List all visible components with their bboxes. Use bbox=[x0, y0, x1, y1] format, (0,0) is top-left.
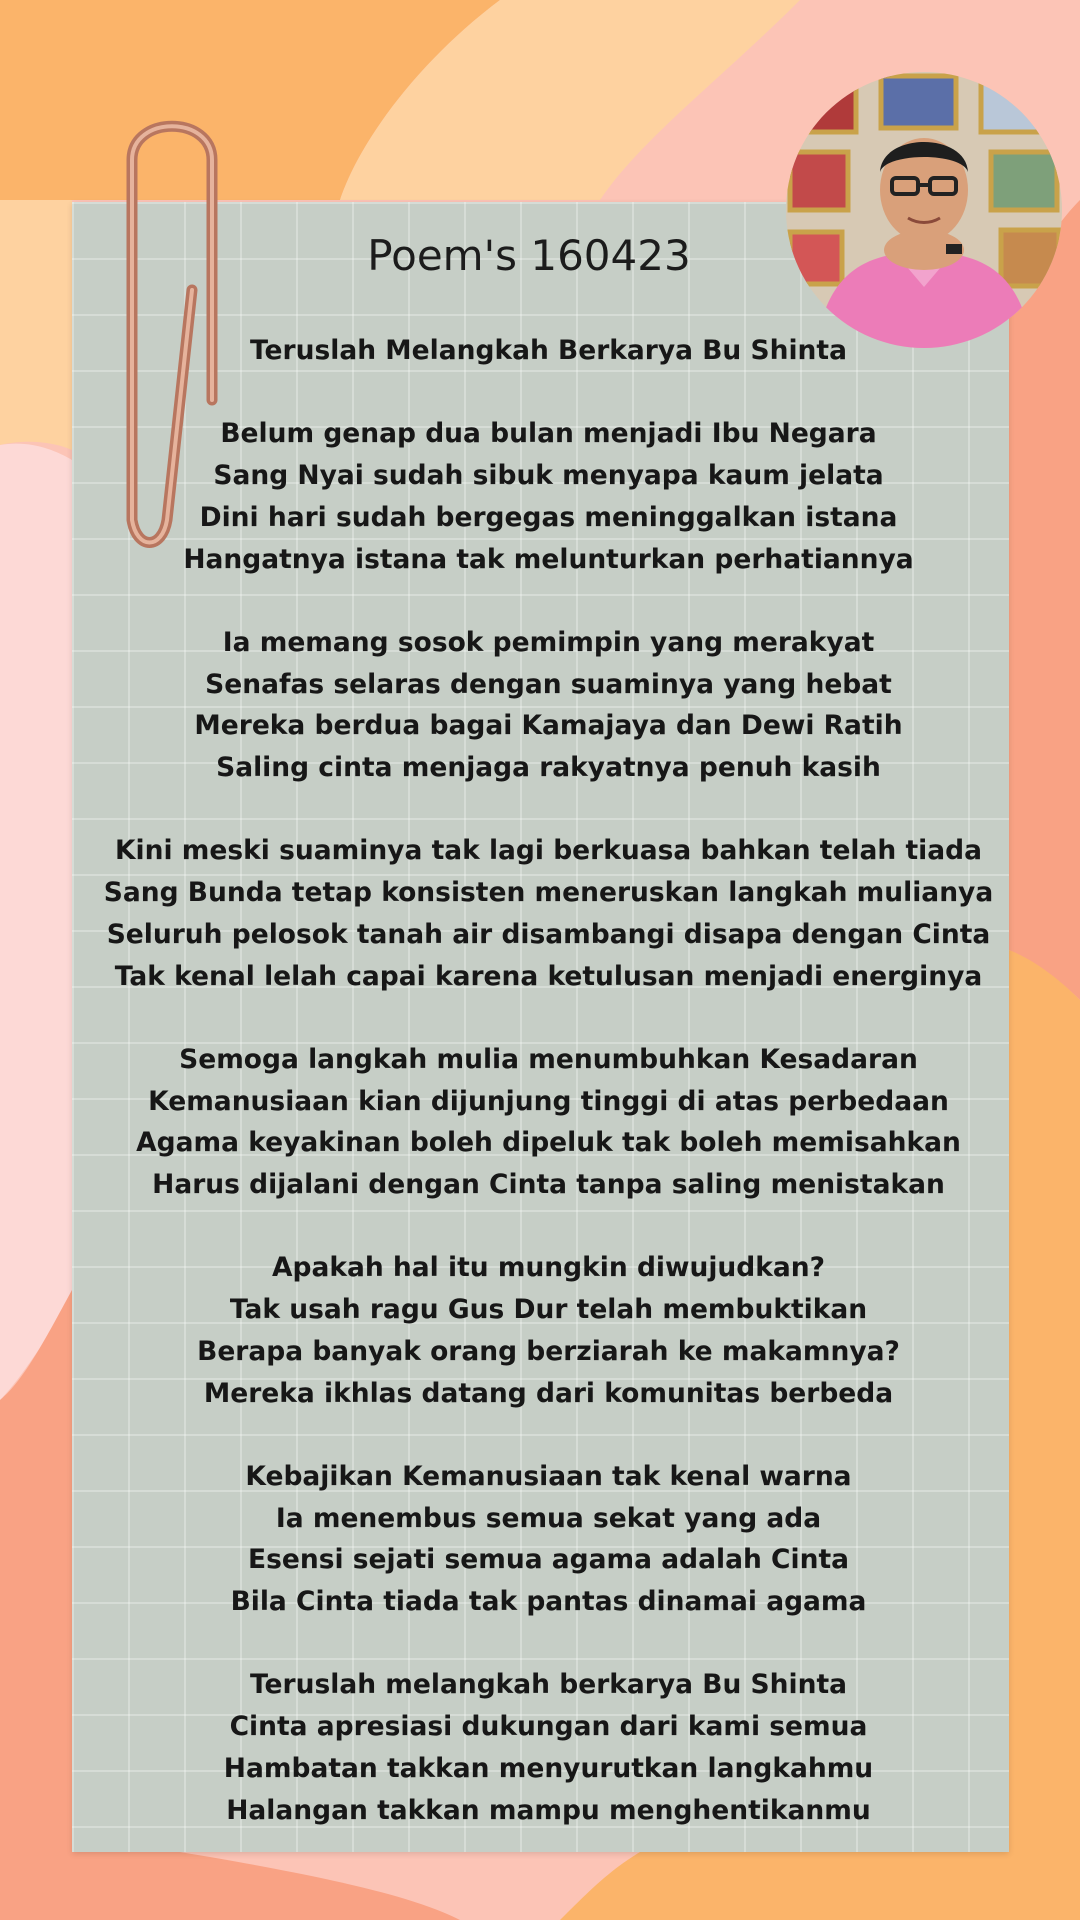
poem-line: Harus dijalani dengan Cinta tanpa saling menistakan bbox=[152, 1169, 945, 1200]
stanza-gap bbox=[72, 1623, 1025, 1665]
poem-line: Esensi sejati semua agama adalah Cinta bbox=[247, 1544, 849, 1576]
poem-line: Agama keyakinan boleh dipeluk tak boleh memisahkan bbox=[136, 1127, 961, 1159]
poem-line: Cinta apresiasi dukungan dari kami semua bbox=[229, 1711, 868, 1743]
poem-line: Ia menembus semua sekat yang ada bbox=[275, 1502, 822, 1534]
poem-line: Hangatnya istana tak melunturkan perhatiannya bbox=[183, 543, 914, 575]
poem-line: Dini hari sudah bergegas meninggalkan istana bbox=[199, 501, 898, 533]
poem-line: Sang Nyai sudah sibuk menyapa kaum jelata bbox=[213, 460, 884, 492]
poem-line: Senafas selaras dengan suaminya yang hebat bbox=[205, 668, 892, 700]
poem-line: Hambatan takkan menyurutkan langkahmu bbox=[223, 1752, 874, 1784]
poem-line: Semoga langkah mulia menumbuhkan Kesadaran bbox=[179, 1043, 918, 1075]
poem-line: Mereka berdua bagai Kamajaya dan Dewi Ratih bbox=[194, 710, 903, 742]
stanza-gap bbox=[72, 789, 1025, 831]
poem-line: Bila Cinta tiada tak pantas dinamai agama bbox=[230, 1586, 867, 1617]
page-title: Poem's 160423 bbox=[367, 231, 691, 280]
poem-line: Halangan takkan mampu menghentikanmu bbox=[226, 1794, 871, 1826]
poem-line: Sang Bunda tetap konsisten meneruskan langkah mulianya bbox=[103, 877, 994, 909]
poem-line: Kebajikan Kemanusiaan tak kenal warna bbox=[245, 1460, 852, 1492]
author-photo bbox=[786, 72, 1062, 348]
poem-line: Saling cinta menjaga rakyatnya penuh kasih bbox=[216, 752, 881, 783]
stanza-gap bbox=[72, 1206, 1025, 1248]
poem-line: Teruslah melangkah berkarya Bu Shinta bbox=[250, 1669, 847, 1701]
poem-line: Mereka ikhlas datang dari komunitas berbeda bbox=[203, 1377, 894, 1409]
poem-line: Kini meski suaminya tak lagi berkuasa bahkan telah tiada bbox=[115, 835, 982, 867]
paperclip-icon bbox=[62, 100, 242, 560]
poem-line: Ia memang sosok pemimpin yang merakyat bbox=[222, 626, 875, 658]
stanza-gap bbox=[72, 997, 1025, 1039]
poem-line: Berapa banyak orang berziarah ke makamnya? bbox=[197, 1335, 900, 1367]
poem-line: Kemanusiaan kian dijunjung tinggi di atas perbedaan bbox=[148, 1085, 949, 1117]
poem-line: Tak kenal lelah capai karena ketulusan menjadi energinya bbox=[114, 960, 983, 992]
poem-title: Teruslah Melangkah Berkarya Bu Shinta bbox=[250, 335, 847, 366]
poem-line: Apakah hal itu mungkin diwujudkan? bbox=[271, 1252, 826, 1284]
stanza-gap bbox=[72, 1414, 1025, 1456]
poem-line: Seluruh pelosok tanah air disambangi disapa dengan Cinta bbox=[106, 918, 991, 950]
stanza-gap bbox=[72, 580, 1025, 622]
poem-line: Tak usah ragu Gus Dur telah membuktikan bbox=[229, 1294, 868, 1326]
poem-line: Belum genap dua bulan menjadi Ibu Negara bbox=[220, 418, 877, 450]
